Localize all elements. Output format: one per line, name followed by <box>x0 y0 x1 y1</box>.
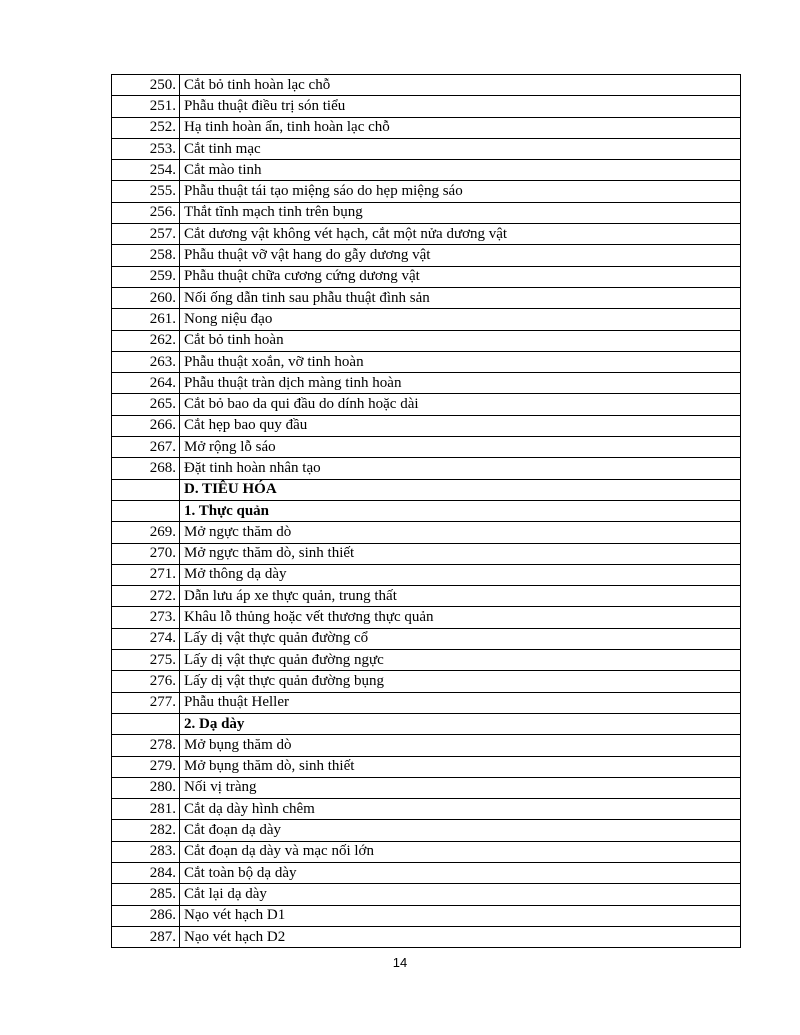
procedure-name: Mở bụng thăm dò <box>180 735 741 756</box>
section-heading: D. TIÊU HÓA <box>180 479 741 500</box>
row-number: 253. <box>112 138 180 159</box>
table-row <box>112 266 741 287</box>
table-row <box>112 777 741 798</box>
section-heading-row <box>112 500 741 521</box>
table-row <box>112 117 741 138</box>
procedure-name: Mở bụng thăm dò, sinh thiết <box>180 756 741 777</box>
table-row <box>112 245 741 266</box>
row-number: 273. <box>112 607 180 628</box>
row-number: 262. <box>112 330 180 351</box>
row-number: 284. <box>112 862 180 883</box>
row-number <box>112 713 180 734</box>
procedure-name: Phẫu thuật vỡ vật hang do gẫy dương vật <box>180 245 741 266</box>
row-number: 278. <box>112 735 180 756</box>
procedure-name: Cắt tinh mạc <box>180 138 741 159</box>
table-row <box>112 75 741 96</box>
table-row <box>112 224 741 245</box>
table-row <box>112 309 741 330</box>
table-row <box>112 756 741 777</box>
table-row <box>112 650 741 671</box>
section-heading-row <box>112 479 741 500</box>
row-number: 250. <box>112 75 180 96</box>
table-row <box>112 926 741 947</box>
procedure-name: Mở ngực thăm dò, sinh thiết <box>180 543 741 564</box>
table-row <box>112 586 741 607</box>
table-row <box>112 905 741 926</box>
procedure-name: Hạ tinh hoàn ẩn, tinh hoàn lạc chỗ <box>180 117 741 138</box>
table-row <box>112 628 741 649</box>
procedure-name: Lấy dị vật thực quản đường cổ <box>180 628 741 649</box>
table-row <box>112 181 741 202</box>
row-number: 256. <box>112 202 180 223</box>
procedure-name: Phẫu thuật chữa cương cứng dương vật <box>180 266 741 287</box>
row-number: 252. <box>112 117 180 138</box>
table-row <box>112 884 741 905</box>
procedure-name: Phẫu thuật tràn dịch màng tinh hoàn <box>180 373 741 394</box>
procedure-table <box>111 74 741 948</box>
table-row <box>112 543 741 564</box>
row-number: 254. <box>112 160 180 181</box>
row-number: 259. <box>112 266 180 287</box>
row-number: 267. <box>112 437 180 458</box>
row-number: 275. <box>112 650 180 671</box>
procedure-name: Cắt đoạn dạ dày và mạc nối lớn <box>180 841 741 862</box>
table-row <box>112 607 741 628</box>
procedure-name: Phẫu thuật tái tạo miệng sáo do hẹp miệng sáo <box>180 181 741 202</box>
table-row <box>112 330 741 351</box>
procedure-name: Cắt toàn bộ dạ dày <box>180 862 741 883</box>
row-number: 258. <box>112 245 180 266</box>
section-heading: 2. Dạ dày <box>180 713 741 734</box>
procedure-name: Cắt bỏ bao da qui đầu do dính hoặc dài <box>180 394 741 415</box>
row-number: 270. <box>112 543 180 564</box>
section-heading-row <box>112 713 741 734</box>
table-row <box>112 415 741 436</box>
procedure-name: Nong niệu đạo <box>180 309 741 330</box>
row-number: 255. <box>112 181 180 202</box>
procedure-name: Mở thông dạ dày <box>180 564 741 585</box>
procedure-name: Nạo vét hạch D1 <box>180 905 741 926</box>
section-heading: 1. Thực quản <box>180 500 741 521</box>
table-row <box>112 351 741 372</box>
procedure-name: Cắt mào tinh <box>180 160 741 181</box>
procedure-name: Khâu lỗ thủng hoặc vết thương thực quản <box>180 607 741 628</box>
procedure-name: Nối ống dẫn tinh sau phẫu thuật đình sản <box>180 287 741 308</box>
row-number: 285. <box>112 884 180 905</box>
row-number: 265. <box>112 394 180 415</box>
row-number: 263. <box>112 351 180 372</box>
procedure-name: Phẫu thuật xoắn, vỡ tinh hoàn <box>180 351 741 372</box>
procedure-name: Mở rộng lỗ sáo <box>180 437 741 458</box>
table-row <box>112 522 741 543</box>
table-row <box>112 458 741 479</box>
procedure-name: Mở ngực thăm dò <box>180 522 741 543</box>
table-row <box>112 394 741 415</box>
row-number: 272. <box>112 586 180 607</box>
procedure-name: Cắt dương vật không vét hạch, cắt một nửa dương vật <box>180 224 741 245</box>
row-number: 264. <box>112 373 180 394</box>
row-number: 271. <box>112 564 180 585</box>
procedure-name: Đặt tinh hoàn nhân tạo <box>180 458 741 479</box>
table-row <box>112 373 741 394</box>
row-number: 283. <box>112 841 180 862</box>
procedure-name: Thắt tĩnh mạch tinh trên bụng <box>180 202 741 223</box>
procedure-name: Cắt đoạn dạ dày <box>180 820 741 841</box>
row-number <box>112 500 180 521</box>
table-row <box>112 287 741 308</box>
row-number: 257. <box>112 224 180 245</box>
table-row <box>112 862 741 883</box>
procedure-name: Cắt bỏ tinh hoàn lạc chỗ <box>180 75 741 96</box>
table-row <box>112 692 741 713</box>
row-number: 260. <box>112 287 180 308</box>
row-number: 266. <box>112 415 180 436</box>
row-number <box>112 479 180 500</box>
procedure-name: Dẫn lưu áp xe thực quản, trung thất <box>180 586 741 607</box>
table-row <box>112 96 741 117</box>
row-number: 276. <box>112 671 180 692</box>
procedure-name: Nối vị tràng <box>180 777 741 798</box>
row-number: 280. <box>112 777 180 798</box>
table-row <box>112 138 741 159</box>
procedure-name: Nạo vét hạch D2 <box>180 926 741 947</box>
row-number: 286. <box>112 905 180 926</box>
procedure-name: Cắt hẹp bao quy đầu <box>180 415 741 436</box>
row-number: 269. <box>112 522 180 543</box>
procedure-name: Cắt lại dạ dày <box>180 884 741 905</box>
table-row <box>112 820 741 841</box>
procedure-name: Phẫu thuật Heller <box>180 692 741 713</box>
row-number: 282. <box>112 820 180 841</box>
page-number: 14 <box>392 955 408 970</box>
procedure-name: Cắt dạ dày hình chêm <box>180 799 741 820</box>
table-row <box>112 671 741 692</box>
table-row <box>112 160 741 181</box>
row-number: 281. <box>112 799 180 820</box>
row-number: 279. <box>112 756 180 777</box>
row-number: 277. <box>112 692 180 713</box>
table-row <box>112 437 741 458</box>
procedure-table-body <box>112 75 741 948</box>
table-row <box>112 735 741 756</box>
table-row <box>112 202 741 223</box>
procedure-name: Cắt bỏ tinh hoàn <box>180 330 741 351</box>
procedure-name: Phẫu thuật điều trị són tiểu <box>180 96 741 117</box>
table-row <box>112 564 741 585</box>
row-number: 268. <box>112 458 180 479</box>
procedure-name: Lấy dị vật thực quản đường bụng <box>180 671 741 692</box>
procedure-name: Lấy dị vật thực quản đường ngực <box>180 650 741 671</box>
row-number: 287. <box>112 926 180 947</box>
row-number: 261. <box>112 309 180 330</box>
table-row <box>112 841 741 862</box>
table-row <box>112 799 741 820</box>
row-number: 274. <box>112 628 180 649</box>
row-number: 251. <box>112 96 180 117</box>
